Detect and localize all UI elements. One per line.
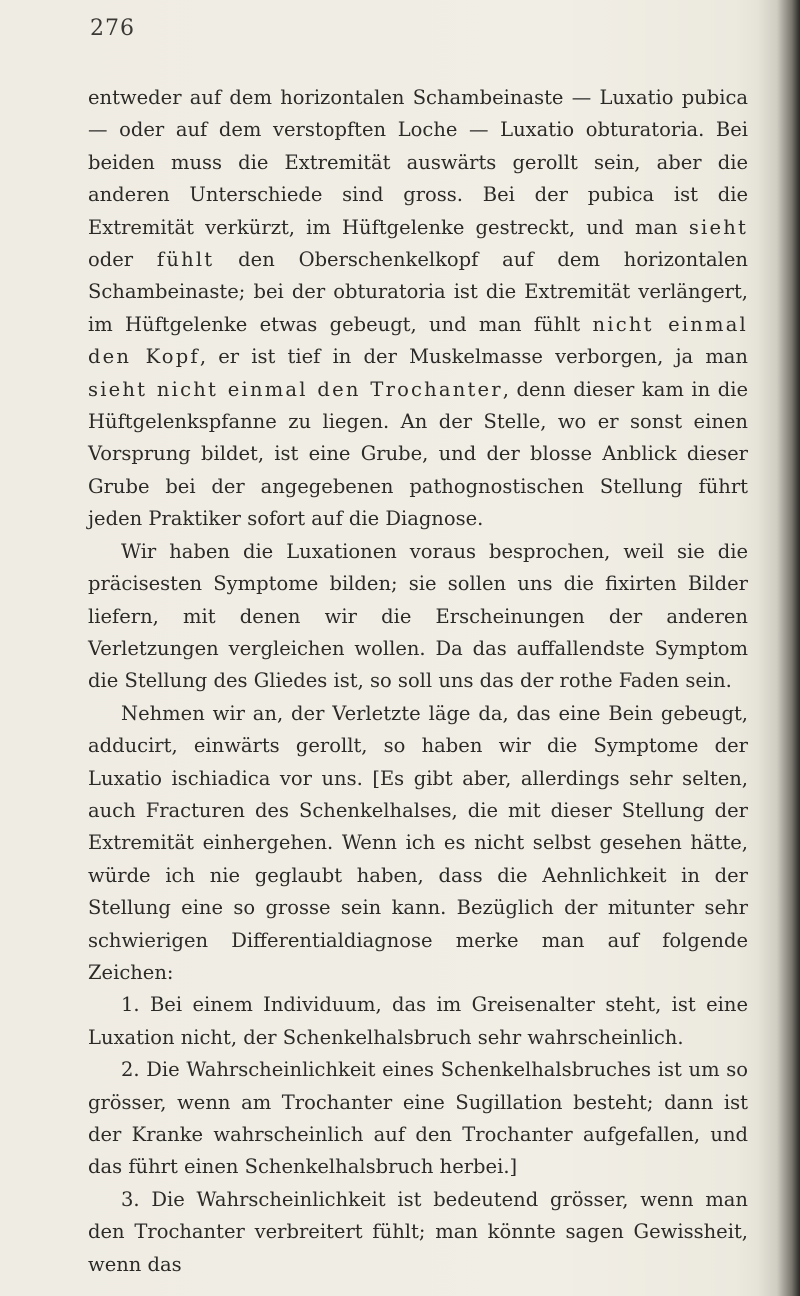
list-item-3: 3. Die Wahrscheinlichkeit ist bedeutend grösser, wenn man den Trochanter verbreitert fühlt; man könnte sagen Gewissheit, wenn das [88, 1187, 748, 1276]
paragraph-3: Nehmen wir an, der Verletzte läge da, das eine Bein gebeugt, adducirt, einwärts gerollt, so haben wir die Symptome der Luxatio ischiadica vor uns. [Es gibt aber, allerdings sehr selten, auch Fracturen des Schenkelhalses, die mit dieser Stellung der Extremität einhergehen. Wenn ich es nicht selbst gesehen hätte, würde ich nie geglaubt haben, dass die Aehnlichkeit in der Stellung eine so grosse sein kann. Bezüglich der mitunter sehr schwierigen Differentialdiagnose merke man auf folgende Zeichen: [88, 701, 748, 984]
text-run: entweder auf dem horizontalen Schambeinaste — Luxatio pubica — oder auf dem verstopften Loche — Luxatio obturatoria. Bei beiden muss die Extremität auswärts gerollt sein, aber die anderen Unterschiede sind gross. Bei der pubica ist die Extremität verkürzt, im Hüftgelenke gestreckt, und man [88, 86, 748, 239]
page-number: 276 [90, 16, 135, 41]
emphasis-run: sieht [688, 215, 748, 239]
list-item-1: 1. Bei einem Individuum, das im Greisenalter steht, ist eine Luxation nicht, der Schenkelhalsbruch sehr wahrscheinlich. [88, 993, 748, 1049]
text-run: den Oberschenkelkopf auf dem horizontalen Schambeinaste; bei der obturatoria ist die Extremität verlängert, im Hüftgelenke etwas gebeugt, und man fühlt [88, 248, 748, 336]
emphasis-run: fühlt [156, 248, 215, 272]
text-run: , er ist tief in der Muskelmasse verborgen, ja man [199, 345, 748, 369]
paragraph-1 [88, 82, 748, 536]
emphasis-run: nicht einmal den Kopf [88, 312, 748, 369]
list-item-2: 2. Die Wahrscheinlichkeit eines Schenkelhalsbruches ist um so grösser, wenn am Trochanter eine Sugillation besteht; dann ist der Kranke wahrscheinlich auf den Trochanter aufgefallen, und das führt einen Schenkelhalsbruch herbei.] [88, 1058, 748, 1179]
emphasis-run: sieht nicht einmal den Trochanter [88, 377, 503, 401]
text-run: oder [88, 248, 157, 272]
text-run: , denn dieser kam in die Hüftgelenkspfanne zu liegen. An der Stelle, wo er sonst einen Vorsprung bildet, ist eine Grube, und der blosse Anblick dieser Grube bei der angegebenen pathognostischen Stellung führt jeden Praktiker sofort auf die Diagnose. [88, 377, 748, 531]
paragraph-2: Wir haben die Luxationen voraus besprochen, weil sie die präcisesten Symptome bilden; sie sollen uns die fixirten Bilder liefern, mit denen wir die Erscheinungen der anderen Verletzungen vergleichen wollen. Da das auffallendste Symptom die Stellung des Gliedes ist, so soll uns das der rothe Faden sein. [88, 539, 748, 693]
body-text [88, 82, 748, 1281]
page-edge-shadow [758, 0, 800, 1296]
